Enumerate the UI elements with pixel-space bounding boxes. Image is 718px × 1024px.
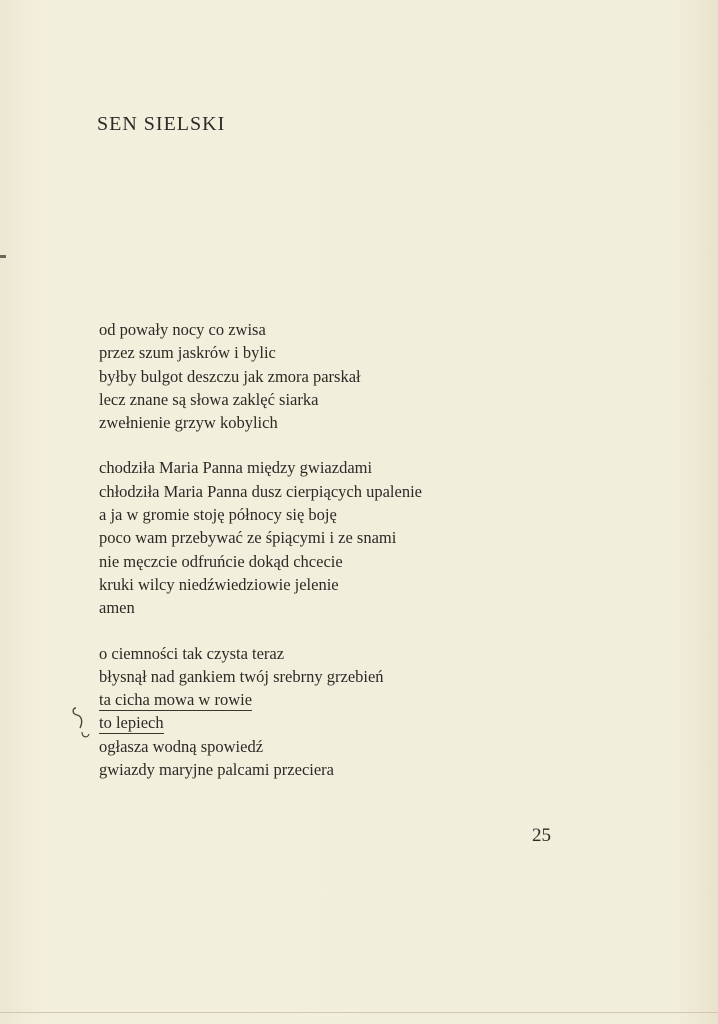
poem-line: zwełnienie grzyw kobylich	[99, 413, 278, 433]
stanza-2	[99, 456, 569, 619]
poem-line: przez szum jaskrów i bylic	[99, 343, 276, 363]
poem-line: chłodziła Maria Panna dusz cierpiących upalenie	[99, 481, 422, 501]
poem-line: kruki wilcy niedźwiedziowie jelenie	[99, 574, 339, 594]
poem-line: gwiazdy maryjne palcami przeciera	[99, 760, 334, 780]
poem-body	[99, 318, 569, 803]
pencil-mark-icon	[66, 702, 94, 744]
poem-line: lecz znane są słowa zaklęć siarka	[99, 389, 319, 409]
poem-line: amen	[99, 598, 135, 618]
page-edge	[0, 1012, 718, 1013]
poem-line: nie męczcie odfruńcie dokąd chcecie	[99, 551, 343, 571]
poem-line: o ciemności tak czysta teraz	[99, 643, 285, 663]
poem-line: błysnął nad gankiem twój srebrny grzebień	[99, 666, 384, 686]
poem-line: a ja w gromie stoję północy się boję	[99, 505, 337, 525]
margin-mark	[0, 255, 6, 258]
pencil-underline: ta cicha mowa w rowie	[99, 690, 253, 710]
poem-line: poco wam przebywać ze śpiącymi i ze snami	[99, 528, 397, 548]
pencil-underline: to lepiech	[99, 713, 164, 733]
stanza-3	[99, 642, 569, 782]
stanza-1	[99, 318, 569, 434]
poem-line: od powały nocy co zwisa	[99, 320, 266, 339]
page-number: 25	[532, 825, 551, 846]
poem-line-underlined	[99, 711, 569, 734]
poem-line-underlined	[99, 688, 569, 711]
poem-title: SEN SIELSKI	[97, 113, 226, 135]
poem-line: ogłasza wodną spowiedź	[99, 736, 264, 756]
poem-line: byłby bulgot deszczu jak zmora parskał	[99, 366, 361, 386]
poem-line: chodziła Maria Panna między gwiazdami	[99, 458, 373, 478]
